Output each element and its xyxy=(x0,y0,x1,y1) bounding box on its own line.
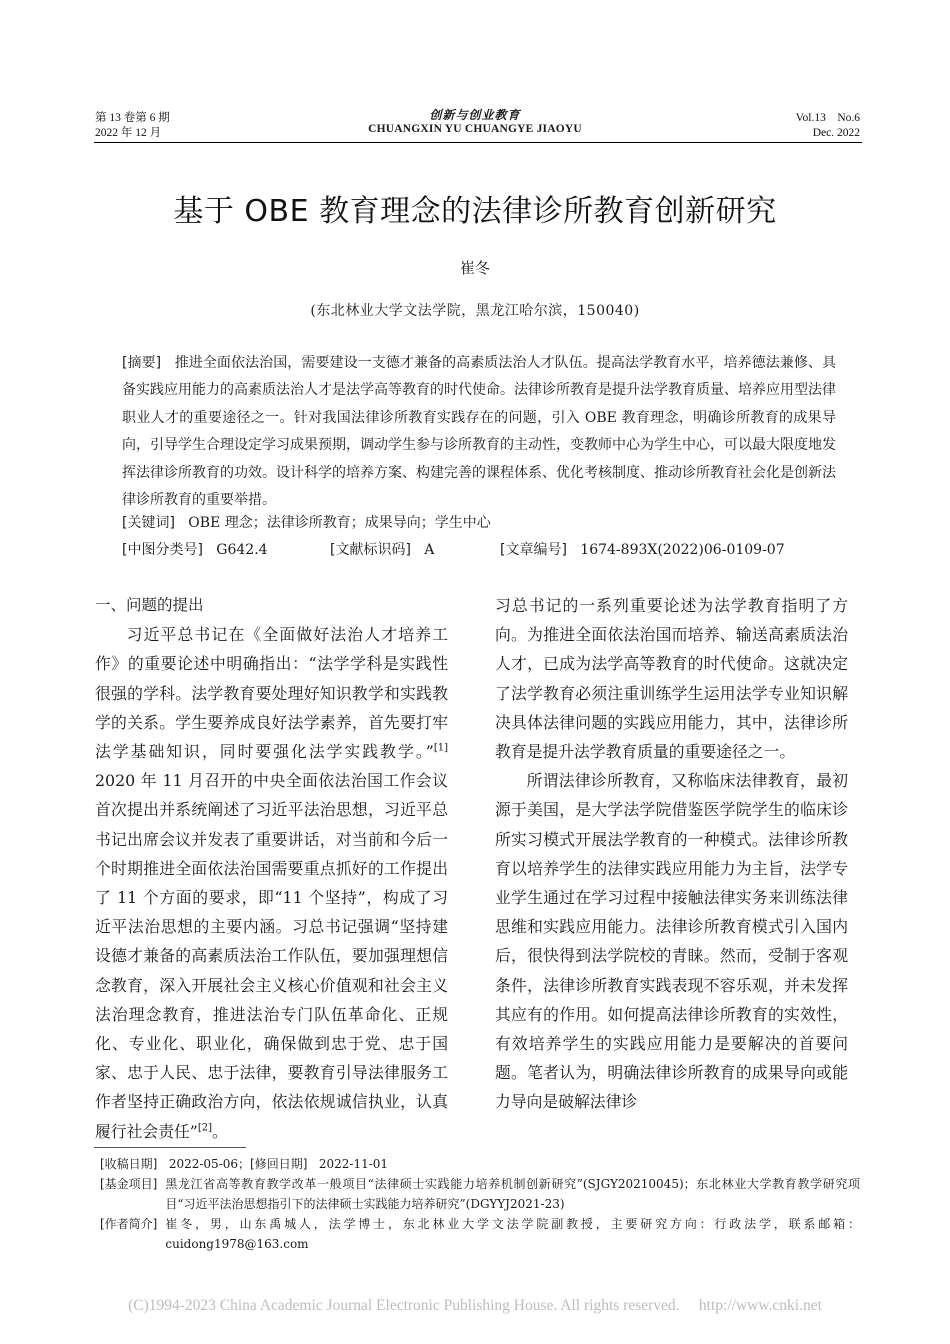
article-number xyxy=(500,537,785,563)
paper-author: 崔冬 xyxy=(459,259,490,277)
journal-title-cn: 创新与创业教育 xyxy=(429,108,521,122)
issue-date: 2022 年 12 月 xyxy=(95,127,162,139)
clc-label: [中图分类号] xyxy=(122,542,203,558)
article-number-value: 1674-893X(2022)06-0109-07 xyxy=(580,542,785,558)
doc-code-value: A xyxy=(424,542,435,558)
footnote-dates xyxy=(100,1154,860,1174)
abstract-label: [摘要] xyxy=(122,355,162,371)
issue-volume: 第 13 卷第 6 期 xyxy=(95,112,170,124)
footnote-fund xyxy=(100,1174,860,1214)
author-bio-text: 崔冬，男，山东禹城人，法学博士，东北林业大学文法学院副教授，主要研究方向：行政法学，联系邮箱：cuidong1978@163.com xyxy=(165,1217,860,1251)
doc-code-label: [文献标识码] xyxy=(330,542,411,558)
abstract-text: 推进全面依法治国，需要建设一支德才兼备的高素质法治人才队伍。提高法学教育水平，培养德法兼修、具备实践应用能力的高素质法治人才是法学高等教育的时代使命。法律诊所教育是提升法学教育质量、培养应用型法律职业人才的重要途径之一。针对我国法律诊所教育实践存在的问题，引入 OBE 教育理念，明确诊所教育的成果导向，引导学生合理设定学习成果预期，调动学生参与诊所教育的主动性，变教师中心为学生中心，可以最大限度地发挥法律诊所教育的功效。设计科学的培养方案、构建完善的课程体系、优化考核制度、推动诊所教育社会化是创新法律诊所教育的重要举措。 xyxy=(122,355,836,509)
author-bio-label: [作者简介] xyxy=(100,1217,158,1231)
body-paragraph: 所谓法律诊所教育，又称临床法律教育，最初源于美国，是大学法学院借鉴医学院学生的临床诊所实习模式开展法学教育的一种模式。法律诊所教育以培养学生的法律实践应用能力为主旨，法学专业学生通过在学习过程中接触法律实务来训练法律思维和实践应用能力。法律诊所教育模式引入国内后，很快得到法学院校的青睐。然而，受制于客观条件，法律诊所教育实践表现不容乐观，并未发挥其应有的作用。如何提高法律诊所教育的实效性，有效培养学生的实践应用能力是要解决的首要问题。笔者认为，明确法律诊所教育的成果导向或能力导向是破解法律诊 xyxy=(495,771,848,1112)
citation-ref: [2] xyxy=(197,1122,213,1134)
keywords-text: OBE 理念；法律诊所教育；成果导向；学生中心 xyxy=(188,515,491,531)
paragraph-text: 。 xyxy=(212,1121,228,1141)
journal-title-en: CHUANGXIN YU CHUANGYE JIAOYU xyxy=(368,123,582,135)
citation-ref: [1] xyxy=(433,742,448,754)
revised-label: [修回日期] xyxy=(250,1157,308,1171)
body-left-column xyxy=(95,591,448,1146)
header-rule xyxy=(94,142,862,143)
fund-text: 黑龙江省高等教育教学改革一般项目“法律硕士实践能力培养机制创新研究”(SJGY20210045)；东北林业大学教育教学研究项目“习近平法治思想指引下的法律硕士实践能力培养研究”(DGYYJ2021-23) xyxy=(165,1177,860,1211)
body-paragraph: 习总书记的一系列重要论述为法学教育指明了方向。为推进全面依法治国而培养、输送高素质法治人才，已成为法学高等教育的时代使命。这就决定了法学教育必须注重训练学生运用法学专业知识解决具体法律问题的实践应用能力，其中，法律诊所教育是提升法学教育质量的重要途径之一。 xyxy=(495,596,848,762)
paper-title: 基于 OBE 教育理念的法律诊所教育创新研究 xyxy=(173,194,777,229)
footnote-rule xyxy=(94,1147,246,1148)
body-paragraph xyxy=(95,620,448,1146)
abstract xyxy=(122,350,836,514)
clc-number xyxy=(122,537,268,563)
footnote-author xyxy=(100,1214,860,1254)
received-label: [收稿日期] xyxy=(100,1157,158,1171)
clc-value: G642.4 xyxy=(216,542,268,558)
body-right-column xyxy=(495,591,848,1117)
section-heading: 一、问题的提出 xyxy=(95,596,204,614)
issue-date-en: Dec. 2022 xyxy=(812,127,860,139)
fund-label: [基金项目] xyxy=(100,1177,158,1191)
copyright-watermark: (C)1994-2023 China Academic Journal Electronic Publishing House. All rights reserved. http://www.cnki.net xyxy=(128,1297,822,1314)
received-date: 2022-05-06； xyxy=(168,1157,251,1171)
document-code xyxy=(330,537,434,563)
paragraph-text: 习近平总书记在《全面做好法治人才培养工作》的重要论述中明确指出：“法学学科是实践性很强的学科。法学教育要处理好知识教学和实践教学的关系。学生要养成良好法学素养，首先要打牢法学基础知识，同时要强化法学实践教学。” xyxy=(95,625,448,762)
keywords xyxy=(122,510,491,536)
revised-date: 2022-11-01 xyxy=(318,1157,389,1171)
issue-volume-en: Vol.13 No.6 xyxy=(795,112,860,124)
article-number-label: [文章编号] xyxy=(500,542,567,558)
keywords-label: [关键词] xyxy=(122,515,175,531)
paragraph-text: 2020 年 11 月召开的中央全面依法治国工作会议首次提出并系统阐述了习近平法治思想，习近平总书记出席会议并发表了重要讲话，对当前和今后一个时期推进全面依法治国需要重点抓好的工作提出了 11 个方面的要求，即“11 个坚持”，构成了习近平法治思想的主要内涵。习总书记强调“坚持建设德才兼备的高素质法治工作队伍，要加强理想信念教育，深入开展社会主义核心价值观和社会主义法治理念教育，推进法治专门队伍革命化、正规化、专业化、职业化，确保做到忠于党、忠于国家、忠于人民、忠于法律，要教育引导法律服务工作者坚持正确政治方向，依法依规诚信执业，认真履行社会责任” xyxy=(95,771,448,1141)
author-affiliation: (东北林业大学文法学院，黑龙江哈尔滨，150040) xyxy=(310,303,640,319)
